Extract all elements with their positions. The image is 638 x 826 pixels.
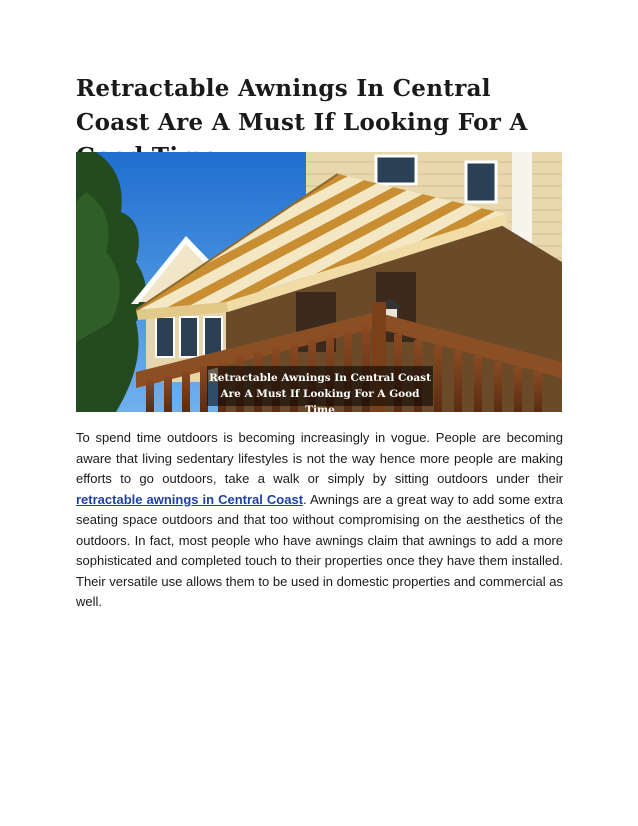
hero-caption-line-2: Are A Must If Looking For A Good Time	[220, 388, 420, 416]
paragraph-text-end: . Awnings are a great way to add some extra seating space outdoors and that too without compromising on the aesthetics of the outdoors. In fact, most people who have awnings claim that awnings to add a more sophisticated and completed touch to their properties once they have them installed. Their versatile use allows them to be used in domestic properties and commercial as well.	[76, 491, 563, 609]
body-paragraph	[76, 428, 563, 613]
paragraph-text-start: To spend time outdoors is becoming increasingly in vogue. People are becoming aware that living sedentary lifestyles is not the way hence more people are making efforts to go outdoors, take a walk or simply by sitting outdoors under their	[76, 430, 563, 486]
page-title: Retractable Awnings In Central Coast Are A Must If Looking For A	[76, 75, 528, 136]
hero-caption-line-1: Retractable Awnings In Central Coast	[209, 372, 431, 384]
awnings-link[interactable]: retractable awnings in Central Coast	[76, 491, 304, 507]
hero-caption	[207, 370, 433, 418]
